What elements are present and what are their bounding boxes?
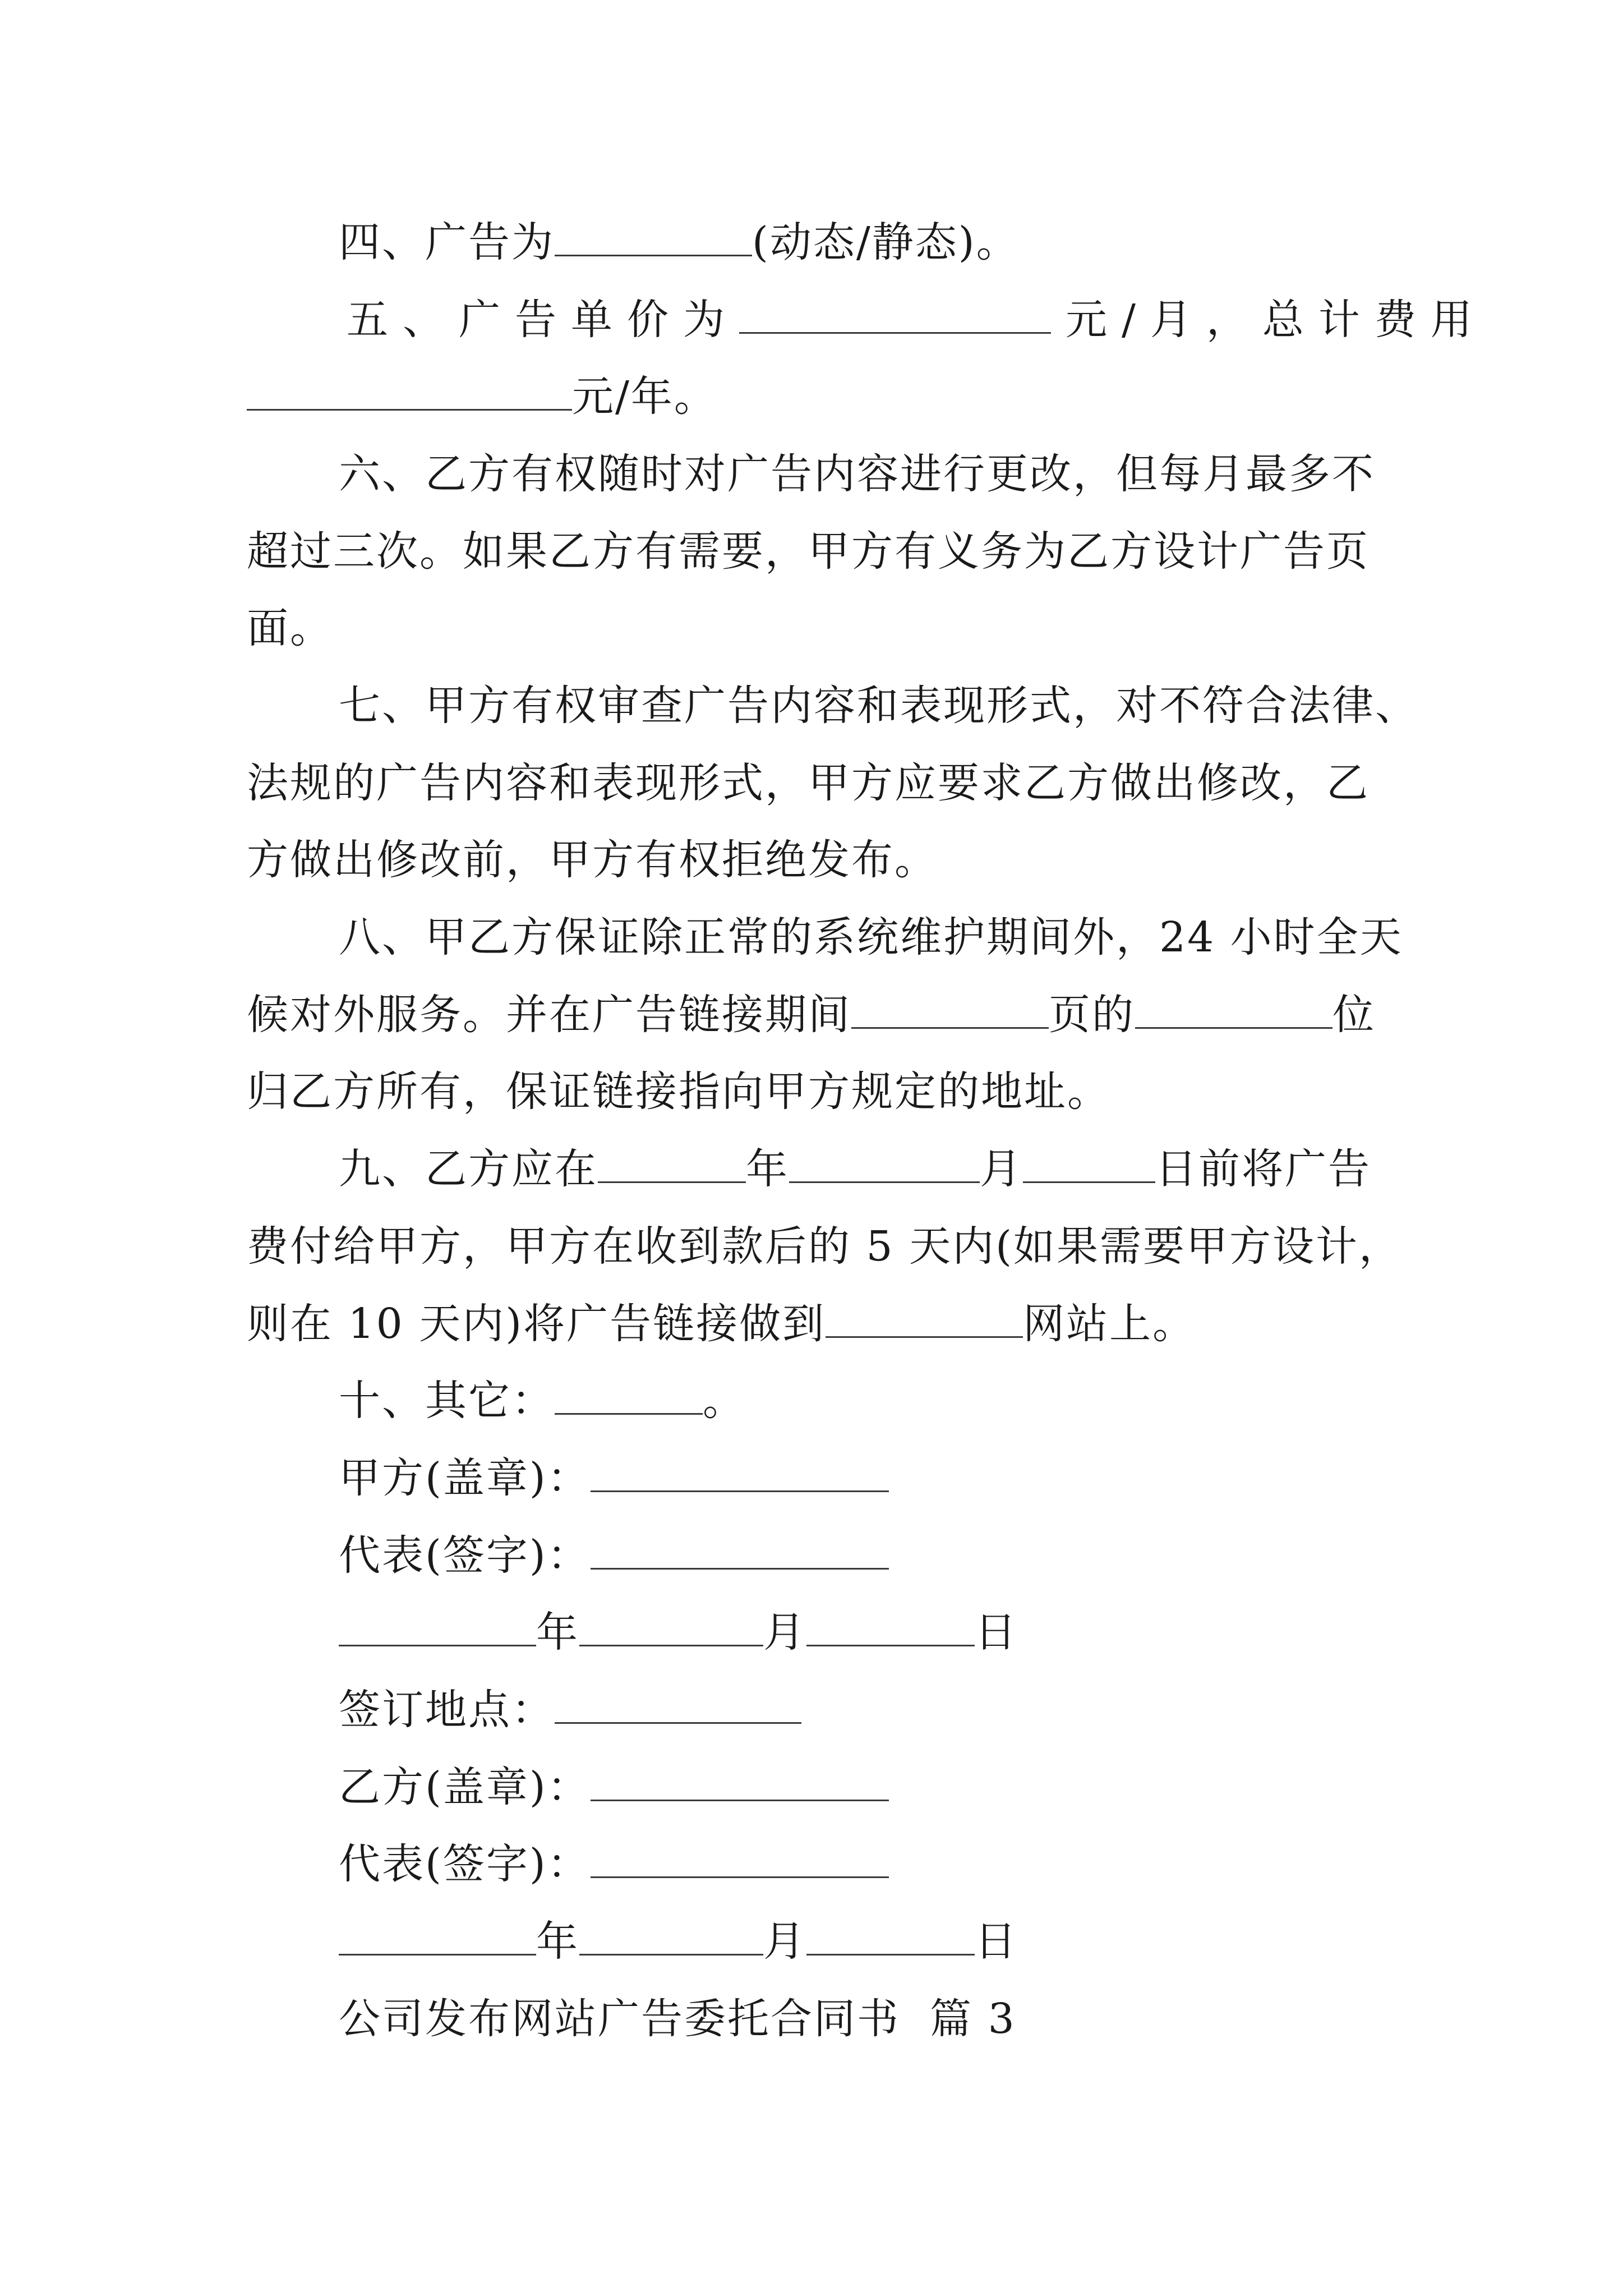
clause-7-line-2 xyxy=(247,755,1370,811)
clause-8-text-2b: 页的 xyxy=(1049,991,1135,1039)
blank-party-a-month xyxy=(579,1605,763,1646)
blank-party-a-rep xyxy=(591,1529,889,1570)
clause-9-text-1a: 九、乙方应在 xyxy=(339,1145,598,1193)
clause-6-line-2 xyxy=(247,523,1370,579)
party-a-date xyxy=(339,1604,1018,1660)
party-b-day-label: 日 xyxy=(975,1917,1018,1966)
blank-party-b-month xyxy=(579,1915,763,1955)
blank-party-a-seal xyxy=(591,1451,889,1492)
clause-6-text-3: 面。 xyxy=(247,604,333,652)
blank-party-b-day xyxy=(806,1915,975,1955)
party-b-date xyxy=(339,1913,1018,1970)
sign-place xyxy=(339,1682,801,1738)
clause-5-unit: 元/月，总计费用 xyxy=(1066,296,1487,344)
clause-6-line-1 xyxy=(339,446,1375,502)
clause-6-text-1: 六、乙方有权随时对广告内容进行更改，但每月最多不 xyxy=(339,450,1375,498)
blank-ad-type xyxy=(555,215,752,256)
blank-website xyxy=(826,1297,1023,1338)
clause-7-text-3: 方做出修改前，甲方有权拒绝发布。 xyxy=(247,836,938,884)
blank-party-a-day xyxy=(806,1605,975,1646)
clause-10-text: 十、其它： xyxy=(339,1377,555,1425)
blank-sign-place xyxy=(555,1683,801,1724)
party-a-rep-label: 代表(签字)： xyxy=(339,1531,591,1580)
clause-9-year: 年 xyxy=(746,1145,789,1193)
next-contract-title-text: 公司发布网站广告委托合同书 篇 3 xyxy=(339,1995,1016,2043)
blank-pay-day xyxy=(1023,1142,1155,1183)
clause-9-text-3b: 网站上。 xyxy=(1023,1300,1196,1348)
clause-9-month: 月 xyxy=(980,1145,1023,1193)
clause-6-line-3 xyxy=(247,600,333,656)
clause-8-line-2 xyxy=(247,987,1376,1043)
blank-party-b-year xyxy=(339,1915,536,1955)
party-b-year-label: 年 xyxy=(536,1917,579,1966)
clause-4-text: 四、广告为 xyxy=(339,218,555,266)
clause-7-text-1: 七、甲方有权审查广告内容和表现形式，对不符合法律、 xyxy=(339,682,1418,730)
blank-other xyxy=(555,1374,703,1415)
party-a-seal-label: 甲方(盖章)： xyxy=(339,1454,591,1502)
blank-link-page xyxy=(851,988,1049,1029)
clause-5-line-2 xyxy=(247,369,717,425)
blank-link-position xyxy=(1135,988,1332,1029)
clause-8-text-2a: 候对外服务。并在广告链接期间 xyxy=(247,991,851,1039)
clause-9-text-3a: 则在 10 天内)将广告链接做到 xyxy=(247,1300,826,1348)
clause-9-text-2: 费付给甲方，甲方在收到款后的 5 天内(如果需要甲方设计， xyxy=(247,1222,1402,1271)
clause-8-text-2c: 位 xyxy=(1332,991,1376,1039)
party-a-seal xyxy=(339,1450,889,1506)
clause-8-line-1 xyxy=(339,909,1403,965)
clause-5-text: 五、广告单价为 xyxy=(347,296,739,344)
blank-pay-month xyxy=(789,1142,980,1183)
clause-5-total-unit: 元/年。 xyxy=(572,372,717,421)
blank-party-a-year xyxy=(339,1605,536,1646)
party-b-rep xyxy=(339,1836,889,1892)
clause-6-text-2: 超过三次。如果乙方有需要，甲方有义务为乙方设计广告页 xyxy=(247,527,1370,576)
party-b-seal-label: 乙方(盖章)： xyxy=(339,1763,591,1811)
clause-10-end: 。 xyxy=(703,1377,746,1425)
blank-unit-price xyxy=(739,293,1051,334)
blank-party-b-rep xyxy=(591,1837,889,1878)
clause-7-line-3 xyxy=(247,832,938,888)
clause-9-text-1d: 日前将广告 xyxy=(1155,1145,1371,1193)
party-a-year-label: 年 xyxy=(536,1608,579,1657)
clause-9-line-1 xyxy=(339,1141,1371,1197)
clause-5-line-1 xyxy=(347,292,1487,348)
sign-place-label: 签订地点： xyxy=(339,1686,555,1734)
clause-4 xyxy=(339,214,1020,270)
clause-8-text-3: 归乙方所有，保证链接指向甲方规定的地址。 xyxy=(247,1068,1110,1116)
clause-8-line-3 xyxy=(247,1064,1110,1120)
party-a-rep xyxy=(339,1527,889,1584)
blank-total-fee xyxy=(247,370,572,411)
next-contract-title xyxy=(339,1991,1016,2047)
clause-9-line-2 xyxy=(247,1218,1402,1274)
clause-9-line-3 xyxy=(247,1296,1196,1352)
party-a-day-label: 日 xyxy=(975,1608,1018,1657)
party-b-month-label: 月 xyxy=(763,1917,806,1966)
clause-4-suffix: (动态/静态)。 xyxy=(752,218,1020,266)
party-a-month-label: 月 xyxy=(763,1608,806,1657)
clause-10 xyxy=(339,1373,746,1429)
clause-7-line-1 xyxy=(339,678,1418,734)
clause-7-text-2: 法规的广告内容和表现形式，甲方应要求乙方做出修改，乙 xyxy=(247,759,1370,807)
blank-party-b-seal xyxy=(591,1760,889,1801)
party-b-rep-label: 代表(签字)： xyxy=(339,1840,591,1888)
party-b-seal xyxy=(339,1759,889,1815)
clause-8-text-1: 八、甲乙方保证除正常的系统维护期间外，24 小时全天 xyxy=(339,913,1403,961)
blank-pay-year xyxy=(598,1142,746,1183)
